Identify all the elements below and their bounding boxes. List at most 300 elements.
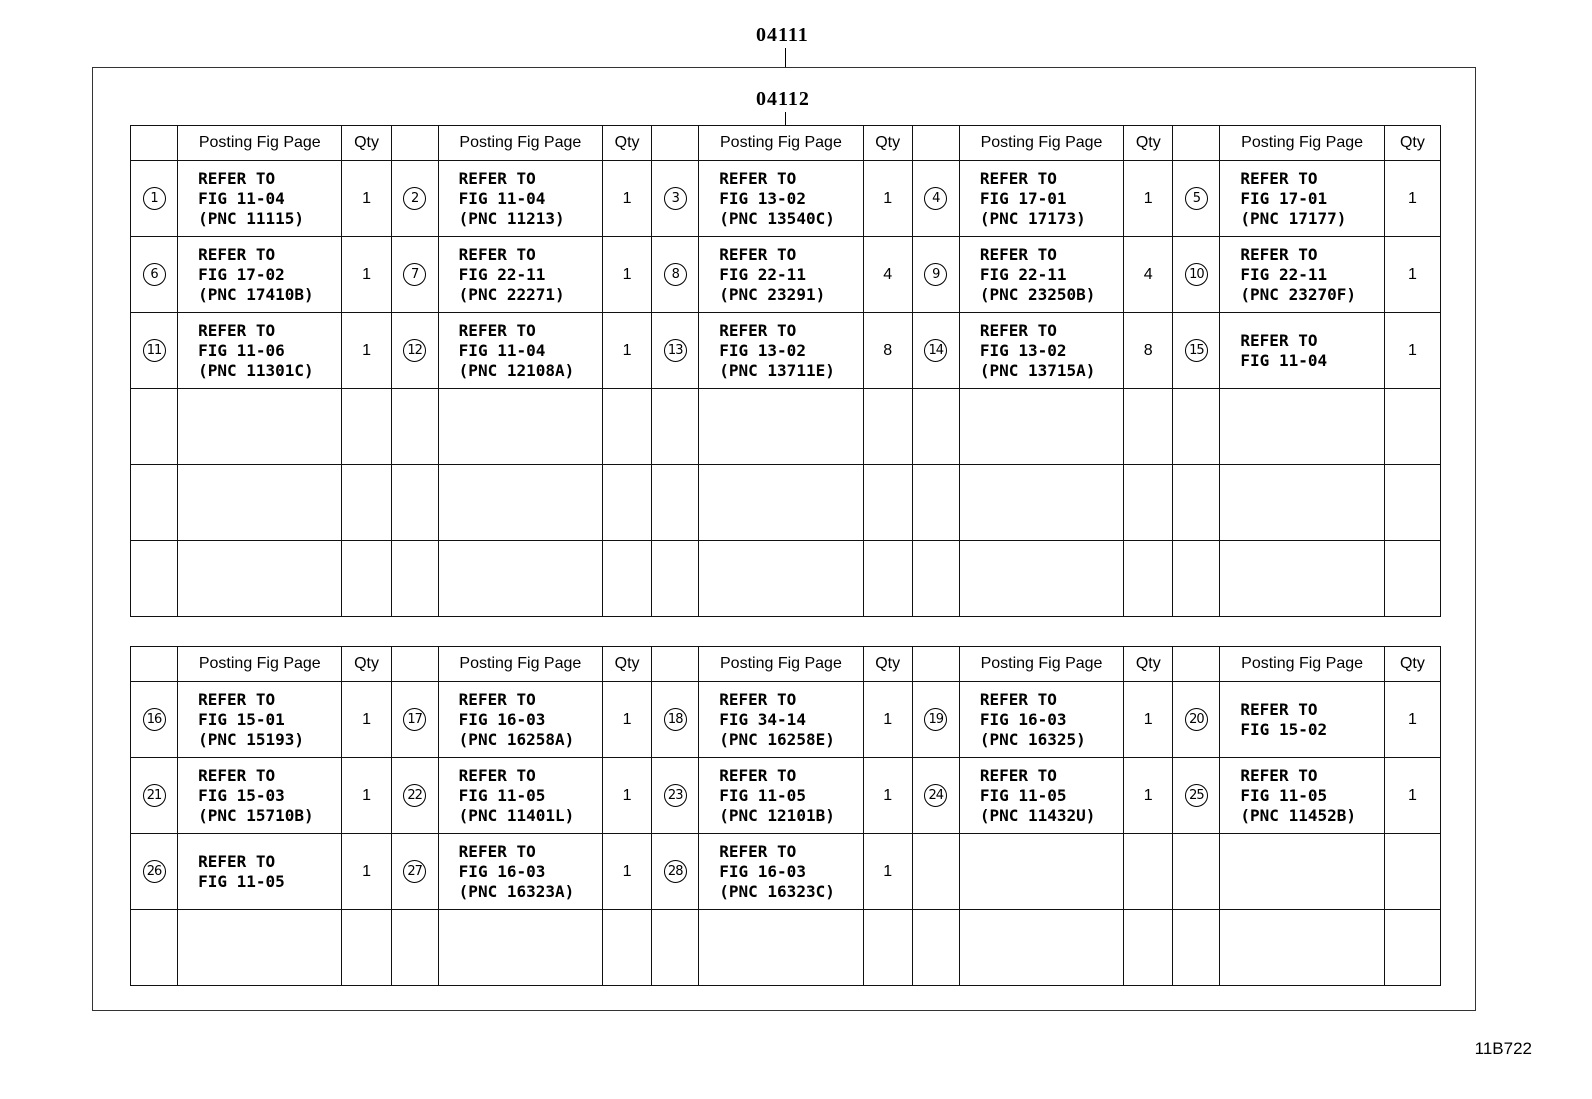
column-header: Qty [342,647,391,682]
quantity-cell [1384,389,1440,465]
item-number-cell [391,313,438,389]
item-number-badge: 14 [924,339,947,362]
item-number-badge: 18 [664,708,687,731]
outer-assembly-label: 04111 [756,24,809,46]
item-number-badge: 9 [924,263,947,286]
reference-line: FIG 15-03 [198,785,285,805]
item-number-badge: 27 [403,860,426,883]
item-number-cell [912,541,959,617]
reference-cell [1220,834,1384,910]
quantity-cell: 1 [603,758,652,834]
column-header: Posting Fig Page [1220,647,1384,682]
reference-line: (PNC 23291) [719,284,826,304]
item-number-cell [131,237,178,313]
item-number-cell [131,682,178,758]
table-row [131,161,1441,237]
item-number-cell [131,389,178,465]
quantity-cell [603,910,652,986]
quantity-cell: 1 [1384,161,1440,237]
column-header [652,647,699,682]
item-number-cell [652,758,699,834]
item-number-badge: 26 [143,860,166,883]
reference-cell [699,541,863,617]
reference-cell [1220,237,1384,313]
reference-cell [438,834,602,910]
reference-line: FIG 16-03 [719,861,806,881]
reference-line: FIG 13-02 [719,188,806,208]
reference-line: REFER TO [458,168,536,188]
reference-cell [1220,910,1384,986]
table-row [131,758,1441,834]
item-number-badge: 17 [403,708,426,731]
item-number-cell [912,161,959,237]
quantity-cell: 1 [1124,161,1173,237]
reference-line: (PNC 16258A) [458,729,575,749]
reference-line: REFER TO [198,689,276,709]
reference-cell [959,465,1123,541]
reference-line: FIG 11-05 [458,785,546,805]
item-number-badge: 12 [403,339,426,362]
reference-cell [959,237,1123,313]
table-row [131,682,1441,758]
reference-line: REFER TO [719,244,797,264]
reference-line: FIG 11-04 [458,340,546,360]
reference-cell [438,237,602,313]
reference-cell [1220,313,1384,389]
reference-line: (PNC 12101B) [719,805,835,825]
reference-line: (PNC 11401L) [458,805,575,825]
item-number-cell [912,682,959,758]
reference-cell [959,910,1123,986]
reference-line: (PNC 16258E) [719,729,835,749]
quantity-cell: 1 [603,682,652,758]
reference-line: (PNC 12108A) [458,360,575,380]
item-number-cell [652,389,699,465]
reference-cell [178,237,342,313]
reference-cell [1220,682,1384,758]
column-header: Qty [1124,647,1173,682]
column-header: Posting Fig Page [699,647,863,682]
quantity-cell: 1 [1384,758,1440,834]
quantity-cell [342,389,391,465]
table-row [131,910,1441,986]
item-number-cell [1173,834,1220,910]
reference-line: (PNC 23270F) [1240,284,1356,304]
item-number-badge: 3 [664,187,687,210]
item-number-cell [1173,237,1220,313]
reference-line: REFER TO [979,168,1057,188]
item-number-badge: 21 [143,784,166,807]
column-header: Posting Fig Page [438,647,602,682]
reference-cell [438,541,602,617]
reference-line: FIG 11-04 [458,188,546,208]
reference-line: FIG 17-01 [979,188,1067,208]
item-number-cell [391,161,438,237]
reference-line: REFER TO [1240,765,1318,785]
column-header: Qty [1384,647,1440,682]
reference-line: FIG 11-05 [979,785,1067,805]
reference-line: (PNC 17177) [1240,208,1347,228]
item-number-badge: 5 [1185,187,1208,210]
quantity-cell [1124,834,1173,910]
quantity-cell: 1 [603,237,652,313]
item-number-cell [912,389,959,465]
reference-line: FIG 11-06 [198,340,285,360]
item-number-cell [652,161,699,237]
reference-cell [438,465,602,541]
figure-code: 11B722 [1474,1039,1532,1058]
column-header: Posting Fig Page [438,126,602,161]
item-number-cell [1173,465,1220,541]
quantity-cell [342,465,391,541]
column-header: Posting Fig Page [1220,126,1384,161]
reference-line: REFER TO [198,765,276,785]
quantity-cell [863,389,912,465]
item-number-cell [912,465,959,541]
column-header [131,126,178,161]
reference-cell [699,465,863,541]
reference-line: (PNC 11213) [458,208,565,228]
reference-line: (PNC 15710B) [198,805,314,825]
item-number-badge: 2 [403,187,426,210]
item-number-cell [912,834,959,910]
reference-line: (PNC 17410B) [198,284,314,304]
reference-line: REFER TO [979,320,1057,340]
reference-cell [1220,758,1384,834]
item-number-badge: 24 [924,784,947,807]
quantity-cell: 1 [342,758,391,834]
reference-cell [959,161,1123,237]
item-number-cell [391,834,438,910]
reference-line: REFER TO [198,244,276,264]
item-number-badge: 6 [143,263,166,286]
reference-line: FIG 22-11 [1240,264,1328,284]
item-number-cell [912,237,959,313]
item-number-cell [652,682,699,758]
reference-cell [699,834,863,910]
reference-line: (PNC 13715A) [979,360,1096,380]
table-row [131,541,1441,617]
reference-line: (PNC 15193) [198,729,305,749]
item-number-badge: 13 [664,339,687,362]
reference-line: REFER TO [719,689,797,709]
item-number-cell [131,910,178,986]
reference-cell [959,389,1123,465]
item-number-badge: 15 [1185,339,1208,362]
quantity-cell [342,910,391,986]
quantity-cell [1124,910,1173,986]
quantity-cell [1384,834,1440,910]
item-number-cell [391,682,438,758]
item-number-cell [391,541,438,617]
table-row [131,465,1441,541]
column-header: Qty [603,126,652,161]
item-number-cell [391,910,438,986]
item-number-badge: 16 [143,708,166,731]
reference-line: FIG 17-02 [198,264,285,284]
reference-cell [699,758,863,834]
reference-line: FIG 11-05 [719,785,806,805]
item-number-cell [391,758,438,834]
reference-cell [699,910,863,986]
reference-line: (PNC 16323C) [719,881,835,901]
item-number-badge: 23 [664,784,687,807]
reference-cell [438,389,602,465]
column-header [912,126,959,161]
column-header [1173,647,1220,682]
item-number-cell [131,465,178,541]
reference-line: REFER TO [458,765,536,785]
item-number-cell [1173,161,1220,237]
column-header [131,647,178,682]
reference-cell [699,682,863,758]
reference-line: FIG 15-02 [1240,719,1328,739]
column-header: Posting Fig Page [959,126,1123,161]
reference-cell [959,313,1123,389]
item-number-cell [912,313,959,389]
reference-cell [1220,389,1384,465]
parts-reference-table-2 [130,646,1441,986]
reference-line: REFER TO [198,320,276,340]
column-header: Qty [1384,126,1440,161]
quantity-cell: 1 [863,682,912,758]
reference-cell [178,313,342,389]
item-number-cell [131,758,178,834]
quantity-cell [342,541,391,617]
reference-line: REFER TO [719,168,797,188]
quantity-cell: 1 [603,834,652,910]
quantity-cell: 1 [1124,758,1173,834]
table-row [131,834,1441,910]
reference-line: REFER TO [1240,699,1318,719]
reference-line: REFER TO [198,851,276,871]
quantity-cell [603,465,652,541]
column-header [912,647,959,682]
item-number-badge: 10 [1185,263,1208,286]
column-header: Qty [1124,126,1173,161]
outer-leader-line [785,48,786,67]
header-row [131,647,1441,682]
item-number-cell [1173,389,1220,465]
column-header [391,126,438,161]
quantity-cell: 1 [1384,682,1440,758]
reference-line: FIG 11-05 [1240,785,1328,805]
reference-line: FIG 13-02 [719,340,806,360]
quantity-cell: 1 [342,237,391,313]
reference-line: (PNC 16325) [979,729,1086,749]
item-number-cell [912,758,959,834]
item-number-cell [1173,541,1220,617]
reference-line: (PNC 11301C) [198,360,314,380]
reference-cell [699,313,863,389]
reference-cell [178,161,342,237]
item-number-cell [131,541,178,617]
reference-cell [699,161,863,237]
column-header: Qty [863,126,912,161]
item-number-badge: 7 [403,263,426,286]
quantity-cell: 8 [1124,313,1173,389]
quantity-cell: 1 [342,313,391,389]
reference-line: (PNC 11432U) [979,805,1096,825]
reference-line: FIG 16-03 [458,709,546,729]
inner-assembly-label: 04112 [756,88,810,110]
quantity-cell: 4 [863,237,912,313]
item-number-cell [652,834,699,910]
reference-line: REFER TO [1240,330,1318,350]
reference-cell [1220,161,1384,237]
reference-line: (PNC 13540C) [719,208,835,228]
parts-reference-table-1 [130,125,1441,617]
reference-line: FIG 11-04 [198,188,285,208]
reference-line: REFER TO [458,320,536,340]
reference-line: REFER TO [1240,168,1318,188]
quantity-cell: 1 [342,682,391,758]
quantity-cell [1124,389,1173,465]
reference-cell [438,313,602,389]
item-number-cell [391,465,438,541]
item-number-cell [1173,313,1220,389]
column-header [1173,126,1220,161]
quantity-cell: 1 [863,161,912,237]
item-number-cell [131,161,178,237]
quantity-cell: 1 [342,834,391,910]
quantity-cell [1384,465,1440,541]
item-number-cell [652,910,699,986]
reference-cell [178,834,342,910]
item-number-badge: 28 [664,860,687,883]
item-number-cell [652,237,699,313]
quantity-cell: 1 [863,758,912,834]
reference-cell [178,758,342,834]
reference-line: REFER TO [1240,244,1318,264]
quantity-cell [863,541,912,617]
table-row [131,237,1441,313]
quantity-cell: 4 [1124,237,1173,313]
column-header: Posting Fig Page [959,647,1123,682]
reference-line: REFER TO [719,320,797,340]
reference-cell [438,910,602,986]
reference-line: REFER TO [458,689,536,709]
reference-line: FIG 11-05 [198,871,285,891]
item-number-cell [652,465,699,541]
reference-line: REFER TO [458,841,536,861]
reference-line: REFER TO [719,765,797,785]
quantity-cell [603,389,652,465]
quantity-cell [1124,541,1173,617]
reference-cell [438,161,602,237]
item-number-badge: 20 [1185,708,1208,731]
reference-line: (PNC 11452B) [1240,805,1356,825]
reference-line: (PNC 13711E) [719,360,835,380]
reference-line: REFER TO [719,841,797,861]
reference-line: FIG 16-03 [979,709,1067,729]
reference-line: (PNC 11115) [198,208,305,228]
quantity-cell [1384,541,1440,617]
item-number-badge: 11 [143,339,166,362]
item-number-cell [652,541,699,617]
column-header: Posting Fig Page [178,647,342,682]
column-header: Qty [342,126,391,161]
item-number-cell [652,313,699,389]
quantity-cell: 1 [863,834,912,910]
item-number-cell [1173,910,1220,986]
reference-cell [178,465,342,541]
reference-line: FIG 13-02 [979,340,1067,360]
quantity-cell [603,541,652,617]
reference-line: REFER TO [198,168,276,188]
item-number-cell [1173,682,1220,758]
quantity-cell [1124,465,1173,541]
reference-cell [178,541,342,617]
item-number-badge: 4 [924,187,947,210]
reference-cell [699,389,863,465]
item-number-badge: 25 [1185,784,1208,807]
reference-line: FIG 34-14 [719,709,806,729]
reference-cell [699,237,863,313]
quantity-cell: 1 [603,313,652,389]
item-number-cell [131,313,178,389]
reference-cell [959,541,1123,617]
column-header: Posting Fig Page [699,126,863,161]
reference-cell [438,758,602,834]
reference-cell [1220,465,1384,541]
reference-line: (PNC 22271) [458,284,565,304]
header-row [131,126,1441,161]
quantity-cell: 1 [342,161,391,237]
quantity-cell [1384,910,1440,986]
quantity-cell [863,910,912,986]
reference-cell [178,910,342,986]
column-header: Qty [863,647,912,682]
quantity-cell: 1 [1384,237,1440,313]
reference-line: REFER TO [979,765,1057,785]
column-header: Qty [603,647,652,682]
inner-leader-line [785,112,786,126]
quantity-cell: 1 [1124,682,1173,758]
reference-cell [959,682,1123,758]
reference-cell [959,758,1123,834]
reference-line: (PNC 16323A) [458,881,575,901]
column-header [652,126,699,161]
table-row [131,389,1441,465]
reference-cell [438,682,602,758]
reference-cell [1220,541,1384,617]
column-header: Posting Fig Page [178,126,342,161]
reference-line: FIG 16-03 [458,861,546,881]
reference-line: FIG 11-04 [1240,350,1328,370]
reference-line: (PNC 23250B) [979,284,1096,304]
reference-line: FIG 17-01 [1240,188,1328,208]
quantity-cell: 8 [863,313,912,389]
reference-line: REFER TO [979,689,1057,709]
reference-cell [959,834,1123,910]
reference-line: REFER TO [458,244,536,264]
item-number-cell [912,910,959,986]
item-number-cell [1173,758,1220,834]
reference-line: FIG 22-11 [458,264,546,284]
reference-line: FIG 15-01 [198,709,285,729]
item-number-badge: 19 [924,708,947,731]
item-number-badge: 22 [403,784,426,807]
reference-line: REFER TO [979,244,1057,264]
item-number-cell [391,389,438,465]
item-number-badge: 1 [143,187,166,210]
column-header [391,647,438,682]
reference-line: FIG 22-11 [719,264,806,284]
quantity-cell [863,465,912,541]
reference-line: FIG 22-11 [979,264,1067,284]
quantity-cell: 1 [603,161,652,237]
